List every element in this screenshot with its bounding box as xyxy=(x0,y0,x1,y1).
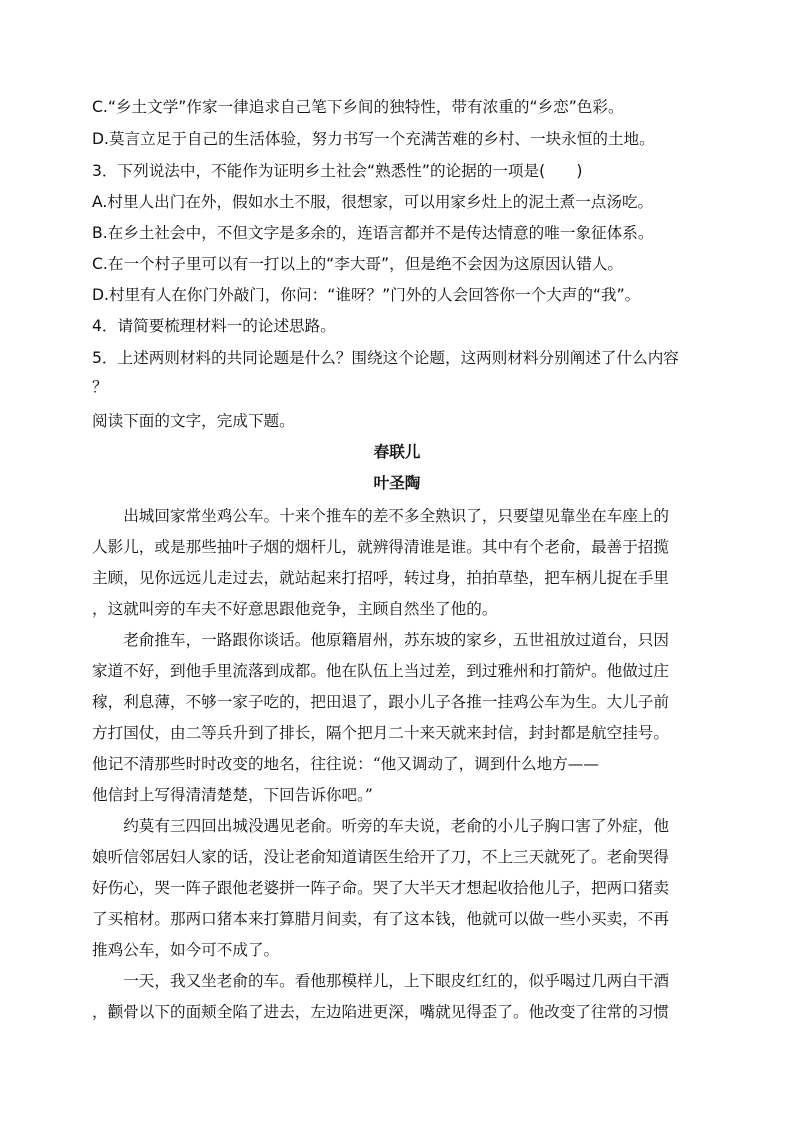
story-line: 他信封上写得清清楚楚，下回告诉你吧。” xyxy=(92,786,373,804)
q4: 4．请简要梳理材料一的论述思路。 xyxy=(92,317,336,335)
q3-stem: 3．下列说法中，不能作为证明乡土社会“熟悉性”的论据的一项是( ) xyxy=(92,162,583,180)
story-line: 老俞推车，一路跟你谈话。他原籍眉州，苏东坡的家乡，五世祖放过道台，只因 xyxy=(92,631,669,649)
story-line: 约莫有三四回出城没遇见老俞。听旁的车夫说，老俞的小儿子胸口害了外症，他 xyxy=(92,817,669,835)
story-line: ，颧骨以下的面颊全陷了进去，左边陷进更深，嘴就见得歪了。他改变了往常的习惯 xyxy=(92,1003,669,1021)
q2-option-d: D.莫言立足于自己的生活体验，努力书写一个充满苦难的乡村、一块永恒的土地。 xyxy=(92,130,655,148)
q3-option-b: B.在乡土社会中，不但文字是多余的，连语言都并不是传达情意的唯一象征体系。 xyxy=(92,224,654,242)
story-line: 稼，利息薄，不够一家子吃的，把田退了，跟小儿子各推一挂鸡公车为生。大儿子前 xyxy=(92,693,669,711)
story-line: ，这就叫旁的车夫不好意思跟他竞争，主顾自然坐了他的。 xyxy=(92,600,498,618)
q3-option-c: C.在一个村子里可以有一打以上的“李大哥”，但是绝不会因为这原因认错人。 xyxy=(92,255,624,273)
story-line: 娘听信邻居妇人家的话，没让老俞知道请医生给开了刀，不上三天就死了。老俞哭得 xyxy=(92,848,669,866)
q5-line-1: 5．上述两则材料的共同论题是什么？围绕这个论题，这两则材料分别阐述了什么内容 xyxy=(92,349,679,367)
story-line: 了买棺材。那两口猪本来打算腊月间卖，有了这本钱，他就可以做一些小买卖，不再 xyxy=(92,910,669,928)
story-line: 推鸡公车，如今可不成了。 xyxy=(92,941,280,959)
story-line: 好伤心，哭一阵子跟他老婆拼一阵子命。哭了大半天才想起收拾他儿子，把两口猪卖 xyxy=(92,879,669,897)
q3-option-d: D.村里有人在你门外敲门，你问：“谁呀？”门外的人会回答你一个大声的“我”。 xyxy=(92,286,641,304)
story-title: 春联儿 xyxy=(373,442,421,461)
story-author: 叶圣陶 xyxy=(373,473,421,492)
q3-option-a: A.村里人出门在外，假如水土不服，很想家，可以用家乡灶上的泥土煮一点汤吃。 xyxy=(92,193,654,211)
story-line: 出城回家常坐鸡公车。十来个推车的差不多全熟识了，只要望见靠坐在车座上的 xyxy=(92,507,669,525)
story-line: 方打国仗，由二等兵升到了排长，隔个把月二十来天就来封信，封封都是航空挂号。 xyxy=(92,724,669,742)
story-line: 一天，我又坐老俞的车。看他那模样儿，上下眼皮红红的，似乎喝过几两白干酒 xyxy=(92,972,669,990)
story-line: 人影儿，或是那些抽叶子烟的烟杆儿，就辨得清谁是谁。其中有个老俞，最善于招揽 xyxy=(92,538,669,556)
reading-instruction: 阅读下面的文字，完成下题。 xyxy=(92,412,295,430)
q2-option-c: C.“乡土文学”作家一律追求自己笔下乡间的独特性，带有浓重的“乡恋”色彩。 xyxy=(92,98,624,116)
story-line: 主顾，见你远远儿走过去，就站起来打招呼，转过身，拍拍草垫，把车柄儿捉在手里 xyxy=(92,569,669,587)
story-line: 他记不清那些时时改变的地名，往往说：“他又调动了，调到什么地方—— xyxy=(92,755,599,773)
q5-line-2: ？ xyxy=(92,378,108,396)
story-line: 家道不好，到他手里流落到成都。他在队伍上当过差，到过雅州和打箭炉。他做过庄 xyxy=(92,662,669,680)
